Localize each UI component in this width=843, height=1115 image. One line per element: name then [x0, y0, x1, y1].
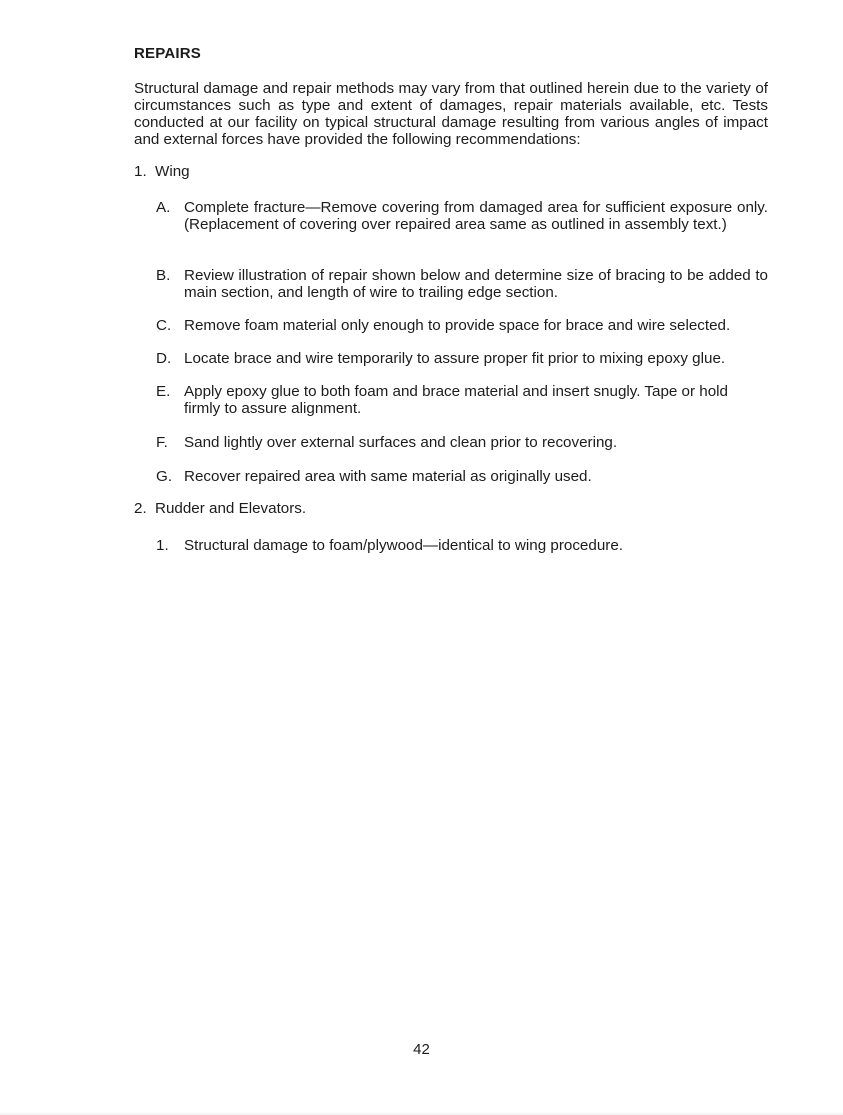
sub-item-e — [156, 383, 768, 417]
list-marker: 2. — [134, 500, 147, 517]
sub-item-marker: C. — [156, 317, 172, 334]
sub-item-text: Sand lightly over external surfaces and clean prior to recovering. — [184, 434, 618, 451]
list-item-title: Rudder and Elevators. — [155, 500, 307, 517]
page-number: 42 — [413, 1041, 430, 1058]
sub-item-marker: B. — [156, 267, 171, 284]
sub-item-a — [156, 199, 768, 233]
section-heading: REPAIRS — [134, 45, 201, 62]
list-marker: 1. — [134, 163, 147, 180]
sub-item-marker: F. — [156, 434, 168, 451]
list-item-wing — [134, 163, 768, 180]
sub-item-1 — [156, 537, 768, 554]
sub-item-marker: 1. — [156, 537, 169, 554]
sub-item-text: Apply epoxy glue to both foam and brace material and insert snugly. Tape or hold firmly to assure alignment. — [184, 383, 728, 417]
sub-item-text: Review illustration of repair shown below and determine size of bracing to be added to main section, and length of wire to trailing edge section. — [184, 267, 768, 301]
sub-item-text: Structural damage to foam/plywood—identical to wing procedure. — [184, 537, 623, 554]
sub-item-marker: E. — [156, 383, 171, 400]
sub-item-b — [156, 267, 768, 301]
sub-item-text: Complete fracture—Remove covering from damaged area for sufficient exposure only. (Replacement of covering over repaired area same as outlined in assembly text.) — [184, 199, 768, 233]
sub-item-text: Recover repaired area with same material as originally used. — [184, 468, 592, 485]
sub-item-marker: D. — [156, 350, 172, 367]
sub-item-c — [156, 317, 768, 334]
list-item-title: Wing — [155, 163, 190, 180]
intro-paragraph: Structural damage and repair methods may vary from that outlined herein due to the variety of circumstances such as type and extent of damages, repair materials available, etc. Tests conducted at our facility on typical structural damage resulting from various angles of impact and external forces have provided the following recommendations: — [134, 80, 768, 148]
sub-item-text: Remove foam material only enough to provide space for brace and wire selected. — [184, 317, 731, 334]
sub-item-text: Locate brace and wire temporarily to assure proper fit prior to mixing epoxy glue. — [184, 350, 726, 367]
sub-item-d — [156, 350, 768, 367]
sub-item-marker: G. — [156, 468, 173, 485]
sub-item-marker: A. — [156, 199, 171, 216]
list-item-rudder-elevators — [134, 500, 768, 517]
sub-item-f — [156, 434, 768, 451]
sub-item-g — [156, 468, 768, 485]
